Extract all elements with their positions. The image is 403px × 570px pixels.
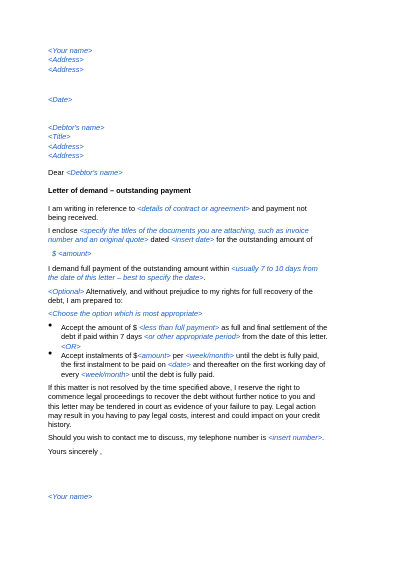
b1-text-a: Accept the amount of $ [61, 323, 140, 332]
p8-text-a: Should you wish to contact me to discuss, my telephone number is [48, 433, 269, 442]
b2-text-a: Accept instalments of $ [61, 351, 138, 360]
b2-text-g: until the debt is fully paid. [129, 369, 215, 379]
p7-line-4: may result in you having to pay legal costs, interest and could impact on your credit [48, 410, 320, 420]
letter-date: <Date> [48, 95, 73, 104]
b2-placeholder-amount: <amount> [137, 351, 171, 360]
paragraph-choose [48, 309, 202, 318]
b2-placeholder-date: <date> [167, 360, 191, 370]
p2-placeholder-docs-2: number and an original quote> [48, 235, 149, 245]
p8-text-b: . [322, 433, 325, 442]
salutation-prefix: Dear [48, 168, 67, 177]
b1-placeholder-amount: <less than full payment> [139, 323, 220, 332]
signature-block [48, 492, 92, 501]
sender-block [48, 46, 92, 74]
b1-placeholder-period: <or other appropriate period> [144, 332, 241, 342]
p5-text-a: Alternatively, and without prejudice to my rights for full recovery of the [84, 287, 313, 296]
debtor-name: <Debtor's name> [48, 123, 105, 132]
p5-text-b: debt, I am prepared to: [48, 296, 123, 306]
b1-text-d: from the date of this letter. [240, 332, 328, 342]
salutation [48, 168, 123, 177]
p2-text-c: for the outstanding amount of [214, 235, 313, 245]
bullet-option-settlement [61, 323, 328, 351]
amount-placeholder: $ <amount> [52, 249, 92, 258]
p2-placeholder-date: <insert date> [171, 235, 215, 245]
b1-text-c: debt if paid within 7 days [61, 332, 144, 342]
p1-text-c: being received. [48, 213, 99, 223]
p1-text-b: and payment not [249, 204, 307, 213]
date-block [48, 95, 72, 104]
paragraph-amount [52, 249, 91, 258]
b2-placeholder-period-2: <week/month> [81, 369, 130, 379]
b2-text-b: per [170, 351, 186, 360]
paragraph-enclose [48, 226, 312, 245]
p8-placeholder-number: <insert number> [268, 433, 323, 442]
p2-text-a: I enclose [48, 226, 80, 235]
debtor-address-2: <Address> [48, 150, 84, 160]
bullet-option-instalments [61, 351, 325, 379]
sender-address-1: <Address> [48, 55, 84, 65]
p2-text-b: dated [148, 235, 172, 245]
sender-name: <Your name> [48, 46, 93, 55]
debtor-block [48, 123, 104, 160]
p1-placeholder-contract: <details of contract or agreement> [137, 204, 250, 213]
b2-text-e: and thereafter on the first working day of [190, 360, 326, 370]
paragraph-reference [48, 204, 307, 223]
p7-line-3: this letter may be tendered in court as evidence of your failure to pay. Legal action [48, 401, 316, 411]
closing [48, 447, 102, 456]
p7-line-5: history. [48, 420, 72, 430]
letter-heading-text: Letter of demand – outstanding payment [48, 186, 191, 195]
b2-placeholder-period: <week/month> [185, 351, 234, 360]
paragraph-demand [48, 264, 318, 283]
signature-name: <Your name> [48, 492, 93, 501]
b1-placeholder-or: <OR> [61, 341, 81, 351]
p7-line-2: commence legal proceedings to recover the debt without further notice to you and [48, 392, 316, 402]
p4-placeholder-days-1: <usually 7 to 10 days from [231, 264, 318, 273]
p4-placeholder-days-2: the date of this letter – best to specify the date> [48, 273, 204, 283]
closing-text: Yours sincerely , [48, 447, 102, 456]
p7-line-1: If this matter is not resolved by the time specified above, I reserve the right to [48, 383, 300, 392]
paragraph-contact [48, 433, 324, 442]
debtor-address-1: <Address> [48, 141, 84, 151]
debtor-title: <Title> [48, 132, 71, 142]
letter-heading [48, 186, 191, 195]
p4-text-b: . [203, 273, 206, 283]
b1-text-b: as full and final settlement of the [219, 323, 328, 332]
bullet-marker-2: ● [48, 350, 53, 357]
p5-placeholder-optional: <Optional> [48, 287, 85, 296]
paragraph-legal [48, 383, 320, 429]
salutation-name: <Debtor's name> [66, 168, 123, 177]
b2-text-d: the first instalment to be paid on [61, 360, 168, 370]
p6-placeholder-choose: <Choose the option which is most appropriate> [48, 309, 203, 318]
p2-placeholder-docs-1: <specify the titles of the documents you are attaching, such as invoice [79, 226, 309, 235]
bullet-marker-1: ● [48, 322, 53, 329]
b2-text-c: until the debt is fully paid, [234, 351, 320, 360]
sender-address-2: <Address> [48, 64, 84, 74]
p4-text-a: I demand full payment of the outstanding amount within [48, 264, 232, 273]
p1-text-a: I am writing in reference to [48, 204, 138, 213]
b2-text-f: every [61, 369, 82, 379]
paragraph-optional [48, 287, 313, 306]
